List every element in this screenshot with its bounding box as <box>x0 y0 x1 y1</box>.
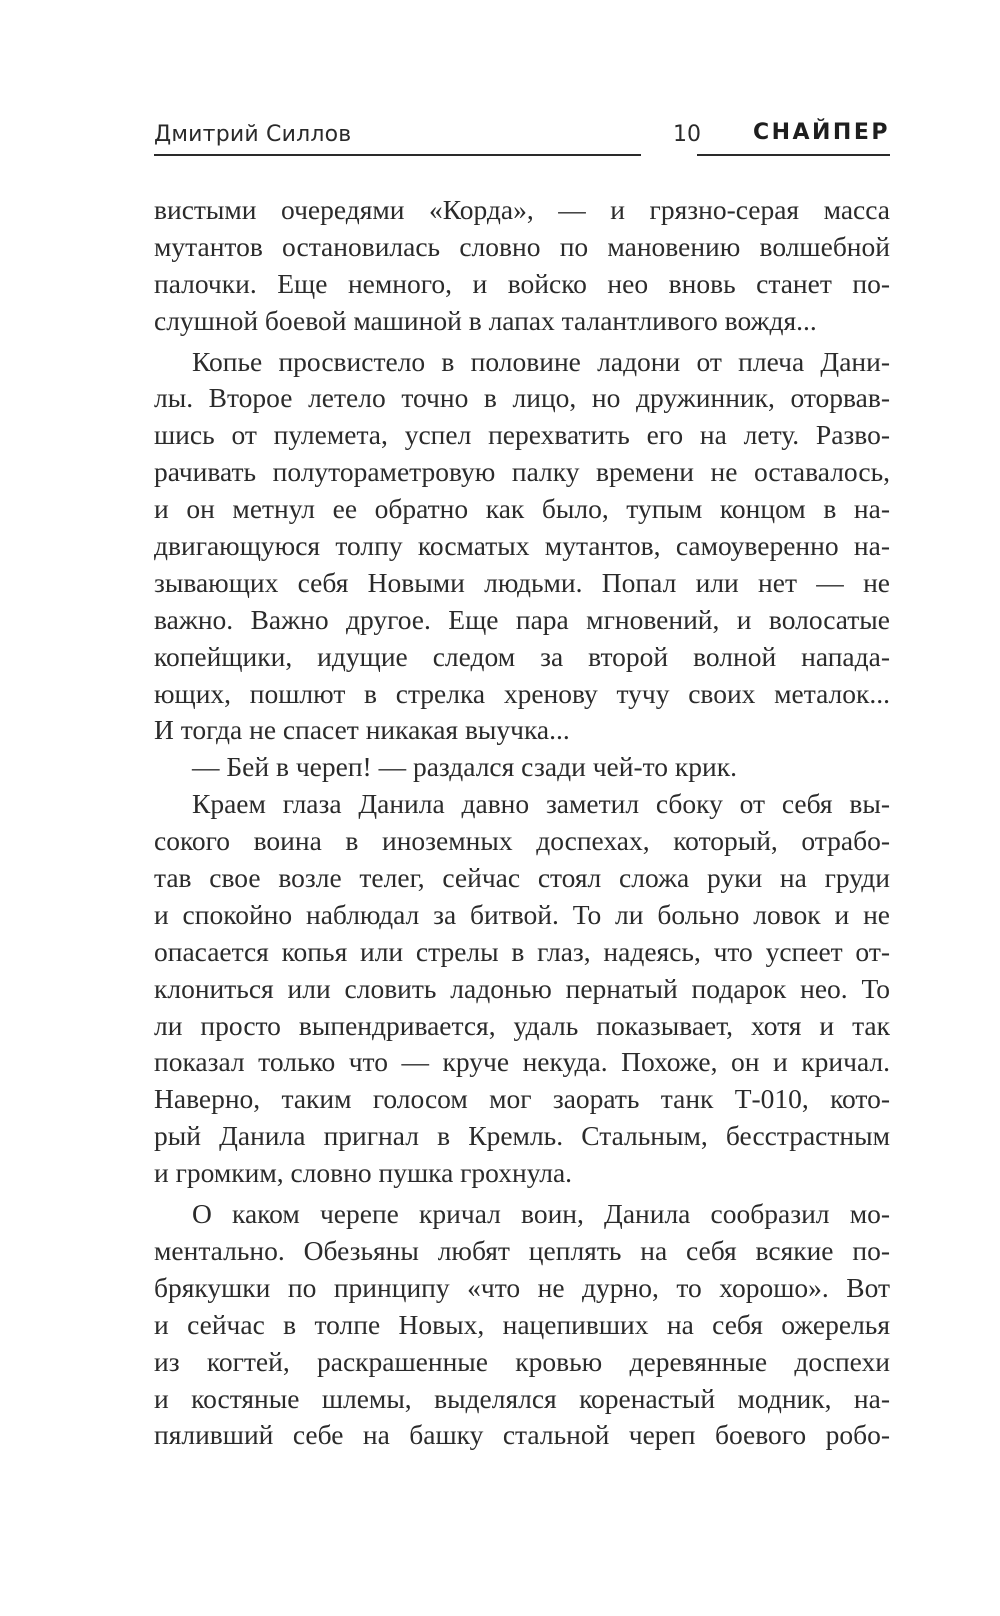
text-line: и громким, словно пушка грохнула. <box>154 1157 573 1189</box>
text-line: рый Данила пригнал в Кремль. Стальным, бесстрастным <box>154 1120 890 1152</box>
text-line: пяливший себе на башку стальной череп боевого робо- <box>154 1419 890 1451</box>
text-line: и спокойно наблюдал за битвой. То ли больно ловок и не <box>154 898 890 930</box>
text-line: брякушки по принципу «что не дурно, то хорошо». Вот <box>154 1271 890 1303</box>
text-line: мутантов остановилась словно по мановению волшебной <box>154 230 890 262</box>
text-line: показал только что — круче некуда. Похоже, он и кричал. <box>154 1046 890 1078</box>
text-line: клониться или словить ладонью пернатый подарок нео. То <box>154 972 890 1004</box>
text-line: Наверно, таким голосом мог заорать танк Т-010, кото- <box>154 1083 890 1115</box>
text-line: и он метнул ее обратно как было, тупым концом в на- <box>154 493 890 525</box>
text-line: шись от пулемета, успел перехватить его на лету. Разво- <box>154 419 890 451</box>
text-line: рачивать полутораметровую палку времени не оставалось, <box>154 456 890 488</box>
text-line: важно. Важно другое. Еще пара мгновений, и волосатые <box>154 603 890 635</box>
header-rule-right <box>697 154 890 156</box>
text-line: слушной боевой машиной в лапах талантливого вождя... <box>154 304 817 336</box>
text-line: вистыми очередями «Корда», — и грязно-серая масса <box>154 194 890 225</box>
text-line: опасается копья или стрелы в глаз, надеясь, что успеет от- <box>154 935 890 967</box>
text-line: из когтей, раскрашенные кровью деревянные доспехи <box>154 1345 890 1377</box>
header-rule-left <box>154 154 641 156</box>
text-line: — Бей в череп! — раздался сзади чей-то крик. <box>192 751 737 783</box>
header-series-title: СНАЙПЕР <box>752 120 890 145</box>
text-line: двигающуюся толпу косматых мутантов, самоуверенно на- <box>154 530 890 562</box>
text-line: копейщики, идущие следом за второй волной напада- <box>154 640 890 672</box>
text-line: Копье просвистело в половине ладони от плеча Дани- <box>192 345 890 377</box>
text-line: палочки. Еще немного, и войско нео вновь станет по- <box>154 267 890 299</box>
text-line: ментально. Обезьяны любят цеплять на себя всякие по- <box>154 1234 890 1266</box>
running-header <box>154 118 890 158</box>
text-line: лы. Второе летело точно в лицо, но дружинник, оторвав- <box>154 382 890 414</box>
text-line: И тогда не спасет никакая выучка... <box>154 714 570 746</box>
text-line: и сейчас в толпе Новых, нацепивших на себя ожерелья <box>154 1308 890 1340</box>
text-line: зывающих себя Новыми людьми. Попал или нет — не <box>154 566 890 598</box>
text-line: сокого воина в иноземных доспехах, который, отрабо- <box>154 825 890 857</box>
text-line: ли просто выпендривается, удаль показывает, хотя и так <box>154 1009 890 1041</box>
page-number: 10 <box>673 122 701 147</box>
body-text <box>154 192 890 1454</box>
text-line: тав свое возле телег, сейчас стоял сложа руки на груди <box>154 862 890 894</box>
text-line: Краем глаза Данила давно заметил сбоку от себя вы- <box>192 788 890 820</box>
text-line: ющих, пошлют в стрелка хренову тучу своих металок... <box>154 677 890 709</box>
text-line: О каком черепе кричал воин, Данила сообразил мо- <box>192 1198 890 1230</box>
text-line: и костяные шлемы, выделялся коренастый модник, на- <box>154 1382 890 1414</box>
header-author: Дмитрий Силлов <box>154 122 352 147</box>
